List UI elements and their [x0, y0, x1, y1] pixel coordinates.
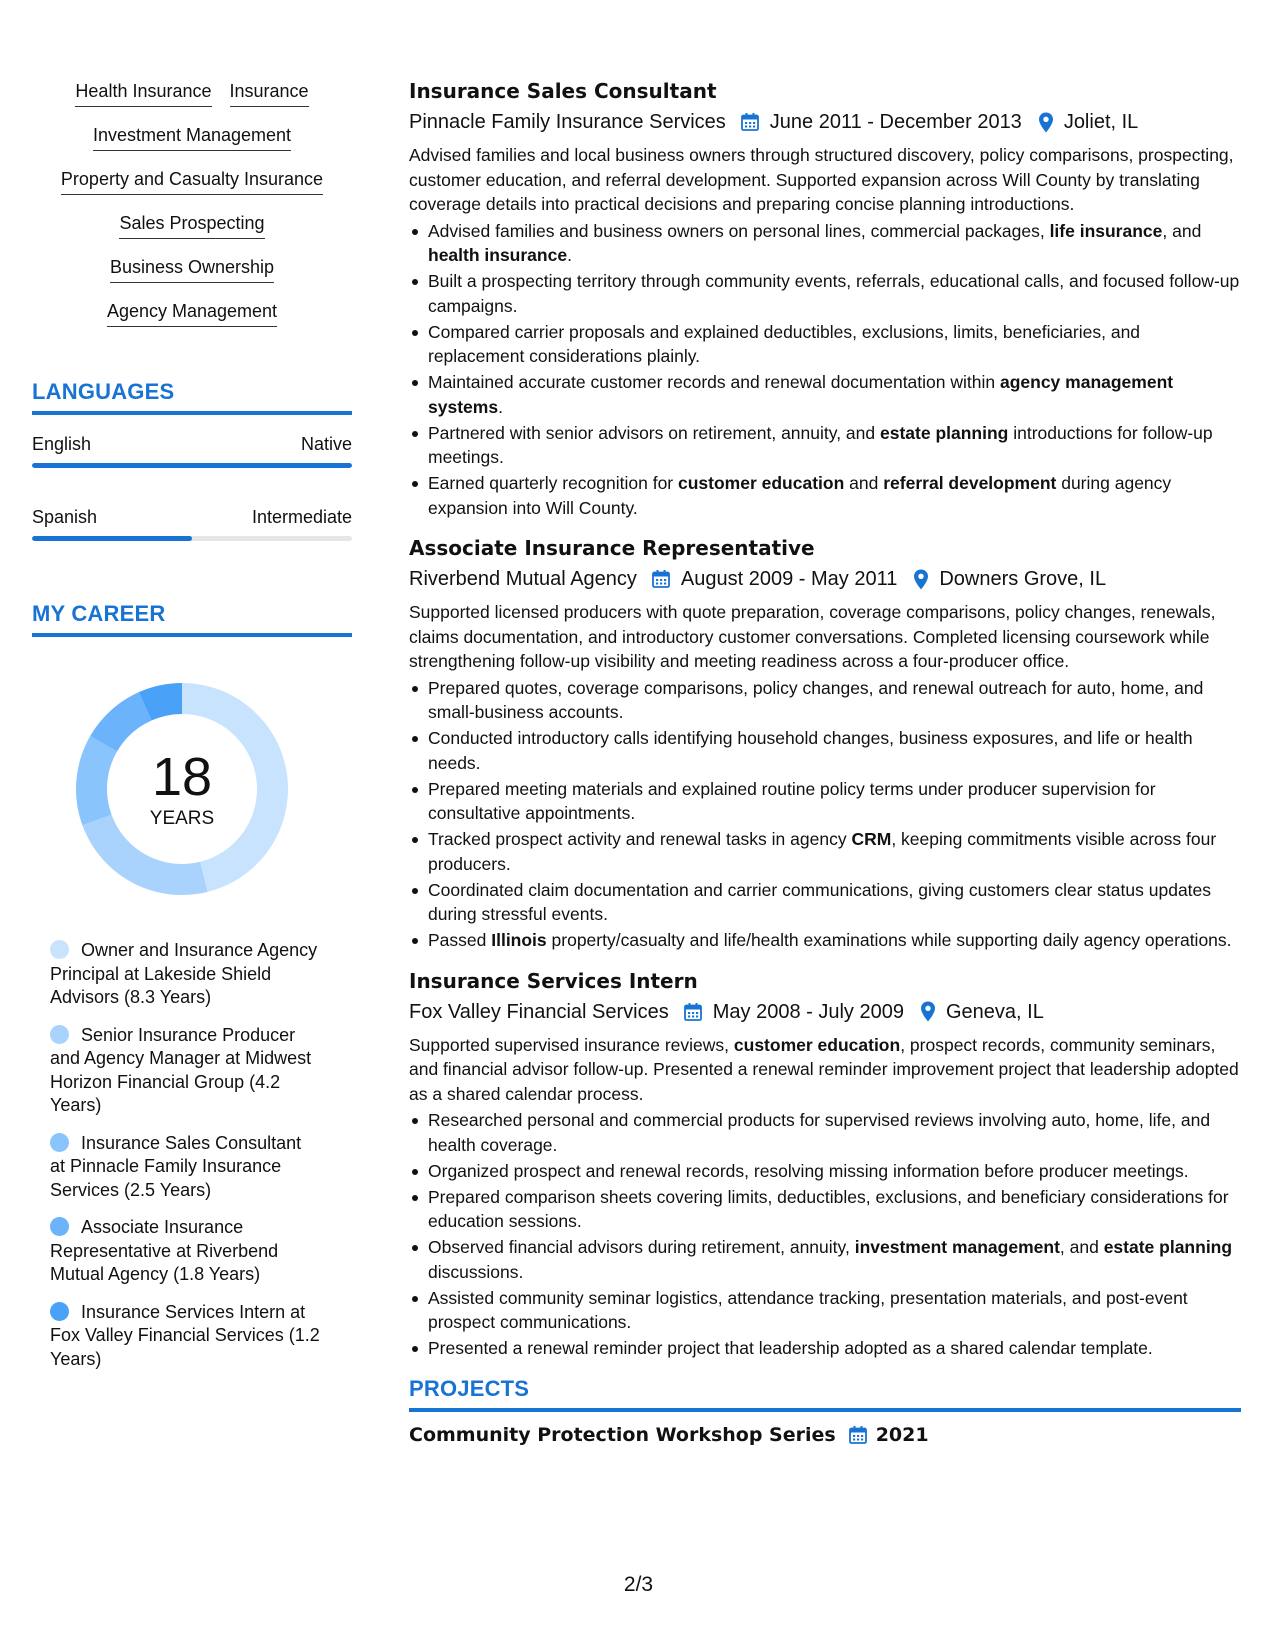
career-legend — [50, 939, 320, 1371]
skill-tag: Property and Casualty Insurance — [61, 168, 323, 195]
legend-label: Senior Insurance Producer and Agency Manager at Midwest Horizon Financial Group (4.2 Years) — [50, 1024, 312, 1115]
calendar-icon — [651, 569, 671, 589]
company-name: Pinnacle Family Insurance Services — [409, 111, 726, 133]
legend-dot — [50, 940, 69, 959]
bullet-item: Compared carrier proposals and explained deductibles, exclusions, limits, beneficiaries, and replacement considerations plainly. — [409, 320, 1241, 369]
page-number: 2/3 — [623, 1573, 654, 1596]
total-years-number: 18 — [151, 747, 213, 807]
right-column — [409, 78, 1241, 1448]
bullet-item: Prepared meeting materials and explained routine policy terms under producer supervision for consultative appointments. — [409, 777, 1241, 826]
language-proficiency-fill — [32, 536, 192, 541]
projects-heading: PROJECTS — [409, 1376, 1241, 1412]
bullet-item: Advised families and business owners on personal lines, commercial packages, life insurance, and health insurance. — [409, 219, 1241, 268]
job-bullets — [409, 676, 1241, 953]
legend-label: Associate Insurance Representative at Riverbend Mutual Agency (1.8 Years) — [50, 1217, 279, 1284]
job-summary: Supported supervised insurance reviews, customer education, prospect records, community seminars, and financial advisor follow-up. Presented a renewal reminder improvement project that leadership adopted as a shared calendar process. — [409, 1034, 1239, 1104]
job-summary: Advised families and local business owners through structured discovery, policy comparisons, prospecting, customer education, and referral development. Supported expansion across Will County by translating coverage details into practical decisions and preparing concise planning introductions. — [409, 145, 1234, 214]
legend-dot — [50, 1133, 69, 1152]
language-name: Spanish — [32, 507, 98, 527]
experience-entry — [409, 78, 1241, 520]
bullet-item: Built a prospecting territory through community events, referrals, educational calls, and focused follow-up campaigns. — [409, 269, 1241, 318]
company-name: Riverbend Mutual Agency — [409, 568, 637, 590]
bullet-item: Coordinated claim documentation and carrier communications, giving customers clear status updates during stressful events. — [409, 878, 1241, 927]
language-level: Native — [300, 434, 352, 454]
job-bullets — [409, 1108, 1241, 1361]
project-title: Community Protection Workshop Series — [409, 1423, 836, 1446]
job-title: Insurance Services Intern — [409, 968, 698, 993]
bullet-item: Observed financial advisors during retirement, annuity, investment management, and estate planning discussions. — [409, 1235, 1241, 1284]
language-proficiency-bar — [32, 463, 352, 468]
language-name: English — [32, 434, 92, 454]
bullet-item: Maintained accurate customer records and renewal documentation within agency management systems. — [409, 370, 1241, 419]
bullet-item: Passed Illinois property/casualty and life/health examinations while supporting daily agency operations. — [409, 928, 1241, 953]
skill-tag: Sales Prospecting — [119, 212, 264, 239]
legend-label: Insurance Services Intern at Fox Valley Financial Services (1.2 Years) — [50, 1301, 320, 1369]
map-pin-icon — [920, 1001, 936, 1022]
career-section — [32, 601, 352, 1371]
legend-label: Owner and Insurance Agency Principal at Lakeside Shield Advisors (8.3 Years) — [50, 940, 318, 1007]
total-years-unit: YEARS — [149, 808, 215, 829]
job-location: Downers Grove, IL — [939, 568, 1107, 590]
legend-item — [50, 1216, 320, 1287]
languages-heading: LANGUAGES — [32, 379, 352, 415]
legend-item — [50, 1024, 320, 1118]
donut-center — [62, 669, 302, 909]
left-column — [32, 80, 352, 1385]
skill-tag: Investment Management — [93, 124, 291, 151]
language-level: Intermediate — [251, 507, 352, 527]
project-date: 2021 — [875, 1423, 929, 1446]
skills-list — [32, 80, 352, 327]
job-meta — [409, 998, 1241, 1026]
career-heading: MY CAREER — [32, 601, 352, 637]
bullet-item: Presented a renewal reminder project that leadership adopted as a shared calendar template. — [409, 1336, 1241, 1361]
calendar-icon — [683, 1002, 703, 1022]
bullet-item: Tracked prospect activity and renewal tasks in agency CRM, keeping commitments visible across four producers. — [409, 827, 1241, 876]
calendar-icon — [740, 112, 760, 132]
job-location: Geneva, IL — [945, 1000, 1044, 1023]
experience-entry — [409, 968, 1241, 1361]
bullet-item: Prepared comparison sheets covering limits, deductibles, exclusions, and beneficiary considerations for education sessions. — [409, 1185, 1241, 1234]
legend-label: Insurance Sales Consultant at Pinnacle Family Insurance Services (2.5 Years) — [50, 1132, 302, 1200]
legend-dot — [50, 1025, 69, 1044]
job-title: Associate Insurance Representative — [409, 536, 815, 560]
job-bullets — [409, 219, 1241, 521]
bullet-item: Prepared quotes, coverage comparisons, policy changes, and renewal outreach for auto, home, and small-business accounts. — [409, 676, 1241, 725]
legend-item — [50, 1132, 320, 1203]
company-name: Fox Valley Financial Services — [409, 1000, 669, 1023]
map-pin-icon — [913, 569, 929, 590]
legend-dot — [50, 1217, 69, 1236]
language-proficiency-fill — [32, 463, 352, 468]
projects-section — [409, 1376, 1241, 1448]
job-location: Joliet, IL — [1063, 111, 1139, 133]
legend-item — [50, 1301, 320, 1372]
bullet-item: Organized prospect and renewal records, resolving missing information before producer meetings. — [409, 1159, 1241, 1184]
skill-tag: Health Insurance — [75, 80, 211, 107]
job-meta — [409, 108, 1241, 136]
language-proficiency-bar — [32, 536, 352, 541]
languages-section — [32, 379, 352, 541]
language-row — [32, 429, 352, 463]
job-title: Insurance Sales Consultant — [409, 79, 717, 103]
legend-dot — [50, 1302, 69, 1321]
job-dates: June 2011 - December 2013 — [769, 111, 1022, 133]
job-meta — [409, 565, 1241, 593]
job-dates: May 2008 - July 2009 — [712, 1000, 904, 1023]
bullet-item: Researched personal and commercial products for supervised reviews involving auto, home, life, and health coverage. — [409, 1108, 1241, 1157]
bullet-item: Earned quarterly recognition for customer education and referral development during agency expansion into Will County. — [409, 471, 1241, 520]
skill-tag: Business Ownership — [110, 256, 274, 283]
bullet-item: Partnered with senior advisors on retirement, annuity, and estate planning introductions for follow-up meetings. — [409, 421, 1241, 470]
map-pin-icon — [1038, 112, 1054, 133]
skill-tag: Agency Management — [107, 300, 277, 327]
language-row — [32, 502, 352, 536]
bullet-item: Assisted community seminar logistics, attendance tracking, presentation materials, and post-event prospect communications. — [409, 1286, 1241, 1335]
job-summary: Supported licensed producers with quote preparation, coverage comparisons, policy changes, renewals, claims documentation, and introductory customer conversations. Completed licensing coursework while strengthening follow-up visibility and meeting readiness across a four-producer office. — [409, 602, 1216, 671]
legend-item — [50, 939, 320, 1010]
career-donut-chart — [62, 669, 302, 909]
experience-entry — [409, 535, 1241, 953]
calendar-icon — [848, 1425, 868, 1445]
job-dates: August 2009 - May 2011 — [680, 568, 898, 590]
skill-tag: Insurance — [230, 80, 309, 107]
bullet-item: Conducted introductory calls identifying household changes, business exposures, and life or health needs. — [409, 726, 1241, 775]
project-entry — [409, 1422, 1241, 1448]
